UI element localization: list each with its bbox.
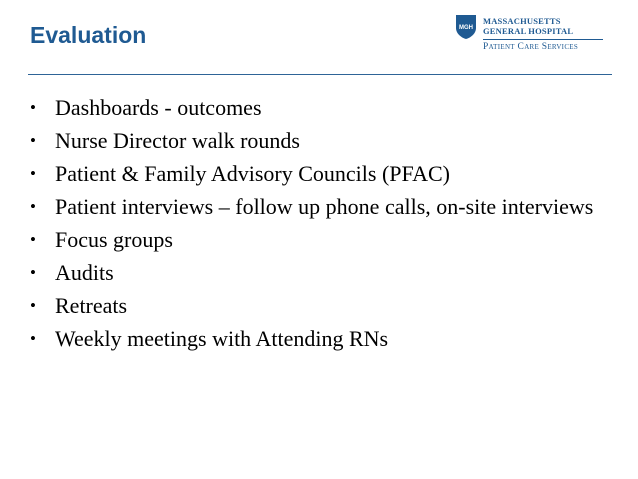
bullet-icon: • — [30, 263, 36, 282]
list-item — [30, 292, 610, 319]
logo-line-2: GENERAL HOSPITAL — [483, 26, 574, 36]
list-item-text: Dashboards - outcomes — [55, 95, 262, 120]
list-item-text: Patient interviews – follow up phone calls, on-site interviews — [55, 194, 594, 219]
list-item-text: Focus groups — [55, 227, 173, 252]
slide-title: Evaluation — [30, 22, 147, 48]
list-item — [30, 325, 610, 352]
bullet-icon: • — [30, 329, 36, 348]
logo-line-3: Patient Care Services — [483, 42, 579, 52]
list-item — [30, 259, 610, 286]
list-item — [30, 226, 610, 253]
list-item — [30, 160, 610, 187]
title-divider — [28, 74, 612, 75]
mgh-logo — [455, 14, 605, 64]
bullet-icon: • — [30, 98, 36, 117]
list-item-text: Patient & Family Advisory Councils (PFAC) — [55, 161, 451, 186]
list-item-text: Weekly meetings with Attending RNs — [55, 326, 389, 351]
shield-icon — [455, 14, 477, 40]
list-item-text: Nurse Director walk rounds — [55, 128, 300, 153]
logo-line-1: MASSACHUSETTS — [483, 16, 561, 26]
list-item-text: Audits — [55, 260, 114, 285]
bullet-icon: • — [30, 197, 36, 216]
list-item — [30, 193, 610, 220]
list-item-text: Retreats — [55, 293, 128, 318]
bullet-icon: • — [30, 131, 36, 150]
shield-text: MGH — [459, 25, 473, 31]
logo-rule — [483, 39, 603, 40]
list-item — [30, 127, 610, 154]
bullet-icon: • — [30, 230, 36, 249]
bullet-icon: • — [30, 164, 36, 183]
bullet-list — [30, 94, 610, 358]
list-item — [30, 94, 610, 121]
bullet-icon: • — [30, 296, 36, 315]
